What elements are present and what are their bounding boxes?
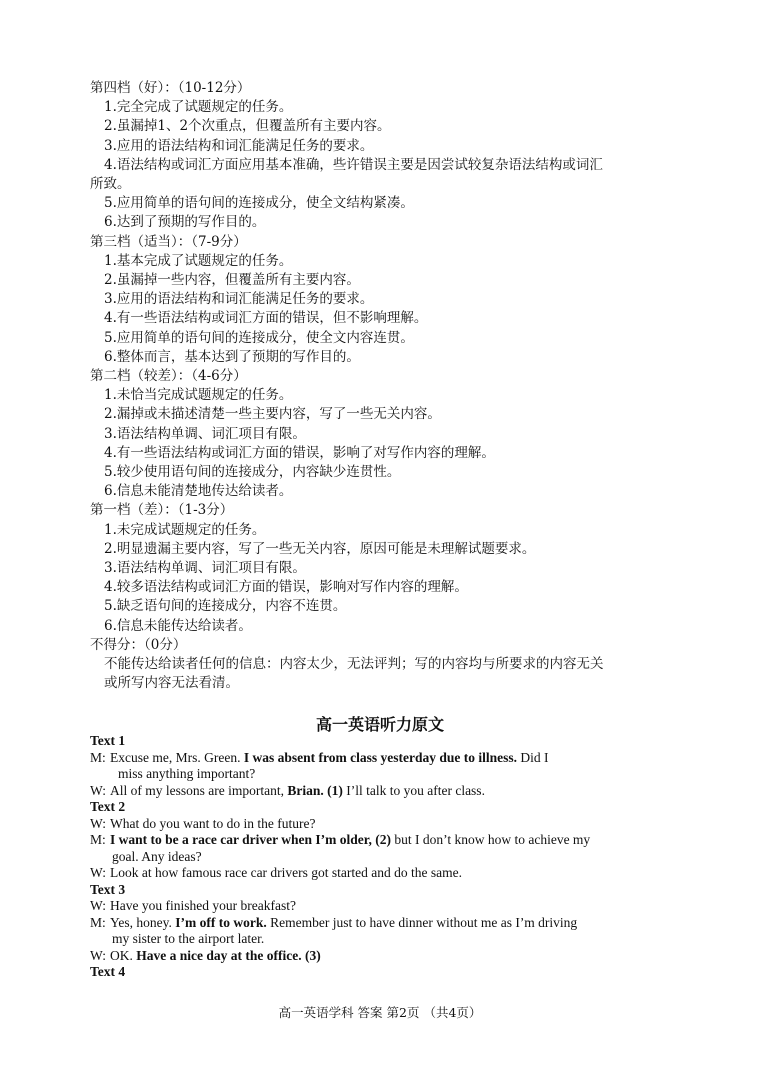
level1-item: 2.明显遗漏主要内容，写了一些无关内容，原因可能是未理解试题要求。 bbox=[104, 540, 536, 557]
level2-heading: 第二档（较差）：（4-6分） bbox=[90, 368, 247, 385]
dialogue-line bbox=[90, 898, 676, 915]
utterance-part: but I don’t know how to achieve my bbox=[394, 832, 591, 847]
dialogue-line bbox=[90, 948, 676, 965]
level2-item: 1.未恰当完成试题规定的任务。 bbox=[104, 387, 293, 404]
level1-item: 5.缺乏语句间的连接成分，内容不连贯。 bbox=[104, 598, 347, 615]
level3-item: 3.应用的语法结构和词汇能满足任务的要求。 bbox=[104, 291, 374, 308]
answer-highlight: Have a nice day at the office. (3) bbox=[136, 947, 321, 963]
level3-item: 6.整体而言，基本达到了预期的写作目的。 bbox=[104, 348, 360, 365]
utterance bbox=[110, 948, 676, 965]
dialogue-line bbox=[90, 783, 676, 800]
level4-item-continuation: 所致。 bbox=[90, 176, 131, 193]
utterance-continuation: my sister to the airport later. bbox=[112, 931, 265, 946]
level0-text-continuation: 或所写内容无法看清。 bbox=[104, 675, 239, 692]
speaker-label: M: bbox=[90, 914, 106, 930]
level2-item: 4.有一些语法结构或词汇方面的错误，影响了对写作内容的理解。 bbox=[104, 444, 495, 461]
grading-criteria bbox=[90, 79, 690, 694]
text4-label: Text 4 bbox=[90, 964, 126, 979]
level4-item: 5.应用简单的语句间的连接成分，使全文结构紧凑。 bbox=[104, 195, 414, 212]
answer-highlight: I was absent from class yesterday due to illness. bbox=[243, 749, 517, 765]
level3-item: 5.应用简单的语句间的连接成分，使全文内容连贯。 bbox=[104, 329, 414, 346]
utterance-continuation: goal. Any ideas? bbox=[112, 848, 202, 864]
level4-item: 3.应用的语法结构和词汇能满足任务的要求。 bbox=[104, 137, 374, 154]
utterance: What do you want to do in the future? bbox=[110, 815, 316, 831]
page-footer: 高一英语学科 答案 第2页 （共4页） bbox=[278, 1005, 482, 1020]
level0-heading: 不得分：（0分） bbox=[90, 636, 187, 653]
dialogue-line bbox=[90, 915, 676, 932]
speaker-label: M: bbox=[90, 749, 106, 765]
dialogue-line bbox=[90, 750, 676, 767]
level4-item: 6.达到了预期的写作目的。 bbox=[104, 214, 266, 231]
level4-item: 2.虽漏掉1、2个次重点，但覆盖所有主要内容。 bbox=[104, 118, 391, 135]
utterance-part: OK. bbox=[110, 947, 133, 963]
level3-item: 1.基本完成了试题规定的任务。 bbox=[104, 252, 293, 269]
text3-label: Text 3 bbox=[90, 881, 126, 897]
answer-highlight: I’m off to work. bbox=[175, 914, 267, 930]
level4-item: 1.完全完成了试题规定的任务。 bbox=[104, 99, 293, 116]
level2-item: 5.较少使用语句间的连接成分，内容缺少连贯性。 bbox=[104, 464, 401, 481]
text1-label: Text 1 bbox=[90, 733, 126, 748]
speaker-label: W: bbox=[90, 898, 106, 913]
speaker-label: W: bbox=[90, 947, 106, 963]
speaker-label: W: bbox=[90, 782, 106, 798]
level1-item: 3.语法结构单调、词汇项目有限。 bbox=[104, 560, 306, 577]
level1-item: 4.较多语法结构或词汇方面的错误，影响对写作内容的理解。 bbox=[104, 579, 468, 596]
level1-item: 6.信息未能传达给读者。 bbox=[104, 617, 252, 634]
utterance bbox=[110, 915, 676, 932]
listening-title: 高一英语听力原文 bbox=[315, 715, 444, 734]
utterance: Have you finished your breakfast? bbox=[110, 898, 296, 913]
speaker-label: W: bbox=[90, 865, 106, 880]
utterance-part: Remember just to have dinner without me as I’m driving bbox=[270, 914, 578, 930]
utterance-part: Yes, honey. bbox=[110, 914, 172, 930]
utterance-part: Excuse me, Mrs. Green. bbox=[110, 749, 241, 765]
level3-item: 2.虽漏掉一些内容，但覆盖所有主要内容。 bbox=[104, 272, 360, 289]
level3-heading: 第三档（适当）：（7-9分） bbox=[90, 233, 247, 250]
utterance-part: All of my lessons are important, bbox=[110, 782, 284, 798]
level2-item: 3.语法结构单调、词汇项目有限。 bbox=[104, 425, 306, 442]
speaker-label: M: bbox=[90, 832, 106, 847]
level0-text: 不能传达给读者任何的信息：内容太少，无法评判；写的内容均与所要求的内容无关 bbox=[104, 656, 604, 673]
listening-transcript bbox=[90, 733, 676, 981]
utterance-continuation: miss anything important? bbox=[118, 766, 256, 781]
level4-heading: 第四档（好）：（10-12分） bbox=[90, 80, 251, 96]
level2-item: 2.漏掉或未描述清楚一些主要内容，写了一些无关内容。 bbox=[104, 406, 441, 423]
level1-heading: 第一档（差）：（1-3分） bbox=[90, 502, 234, 519]
level4-item: 4.语法结构或词汇方面应用基本准确，些许错误主要是因尝试较复杂语法结构或词汇 bbox=[104, 156, 603, 173]
level3-item: 4.有一些语法结构或词汇方面的错误，但不影响理解。 bbox=[104, 310, 428, 327]
speaker-label: W: bbox=[90, 815, 106, 831]
text2-label: Text 2 bbox=[90, 799, 126, 814]
utterance bbox=[110, 750, 676, 767]
utterance-part: I’ll talk to you after class. bbox=[346, 782, 485, 798]
utterance-part: Did I bbox=[520, 749, 549, 765]
dialogue-line bbox=[90, 832, 676, 849]
level1-item: 1.未完成试题规定的任务。 bbox=[104, 521, 266, 538]
utterance bbox=[110, 783, 676, 800]
level2-item: 6.信息未能清楚地传达给读者。 bbox=[104, 483, 293, 500]
dialogue-line bbox=[90, 865, 676, 882]
utterance bbox=[110, 832, 676, 849]
answer-highlight: Brian. (1) bbox=[287, 782, 343, 798]
utterance: Look at how famous race car drivers got started and do the same. bbox=[110, 865, 463, 880]
dialogue-line bbox=[90, 816, 676, 833]
answer-highlight: I want to be a race car driver when I’m older, (2) bbox=[110, 832, 391, 847]
